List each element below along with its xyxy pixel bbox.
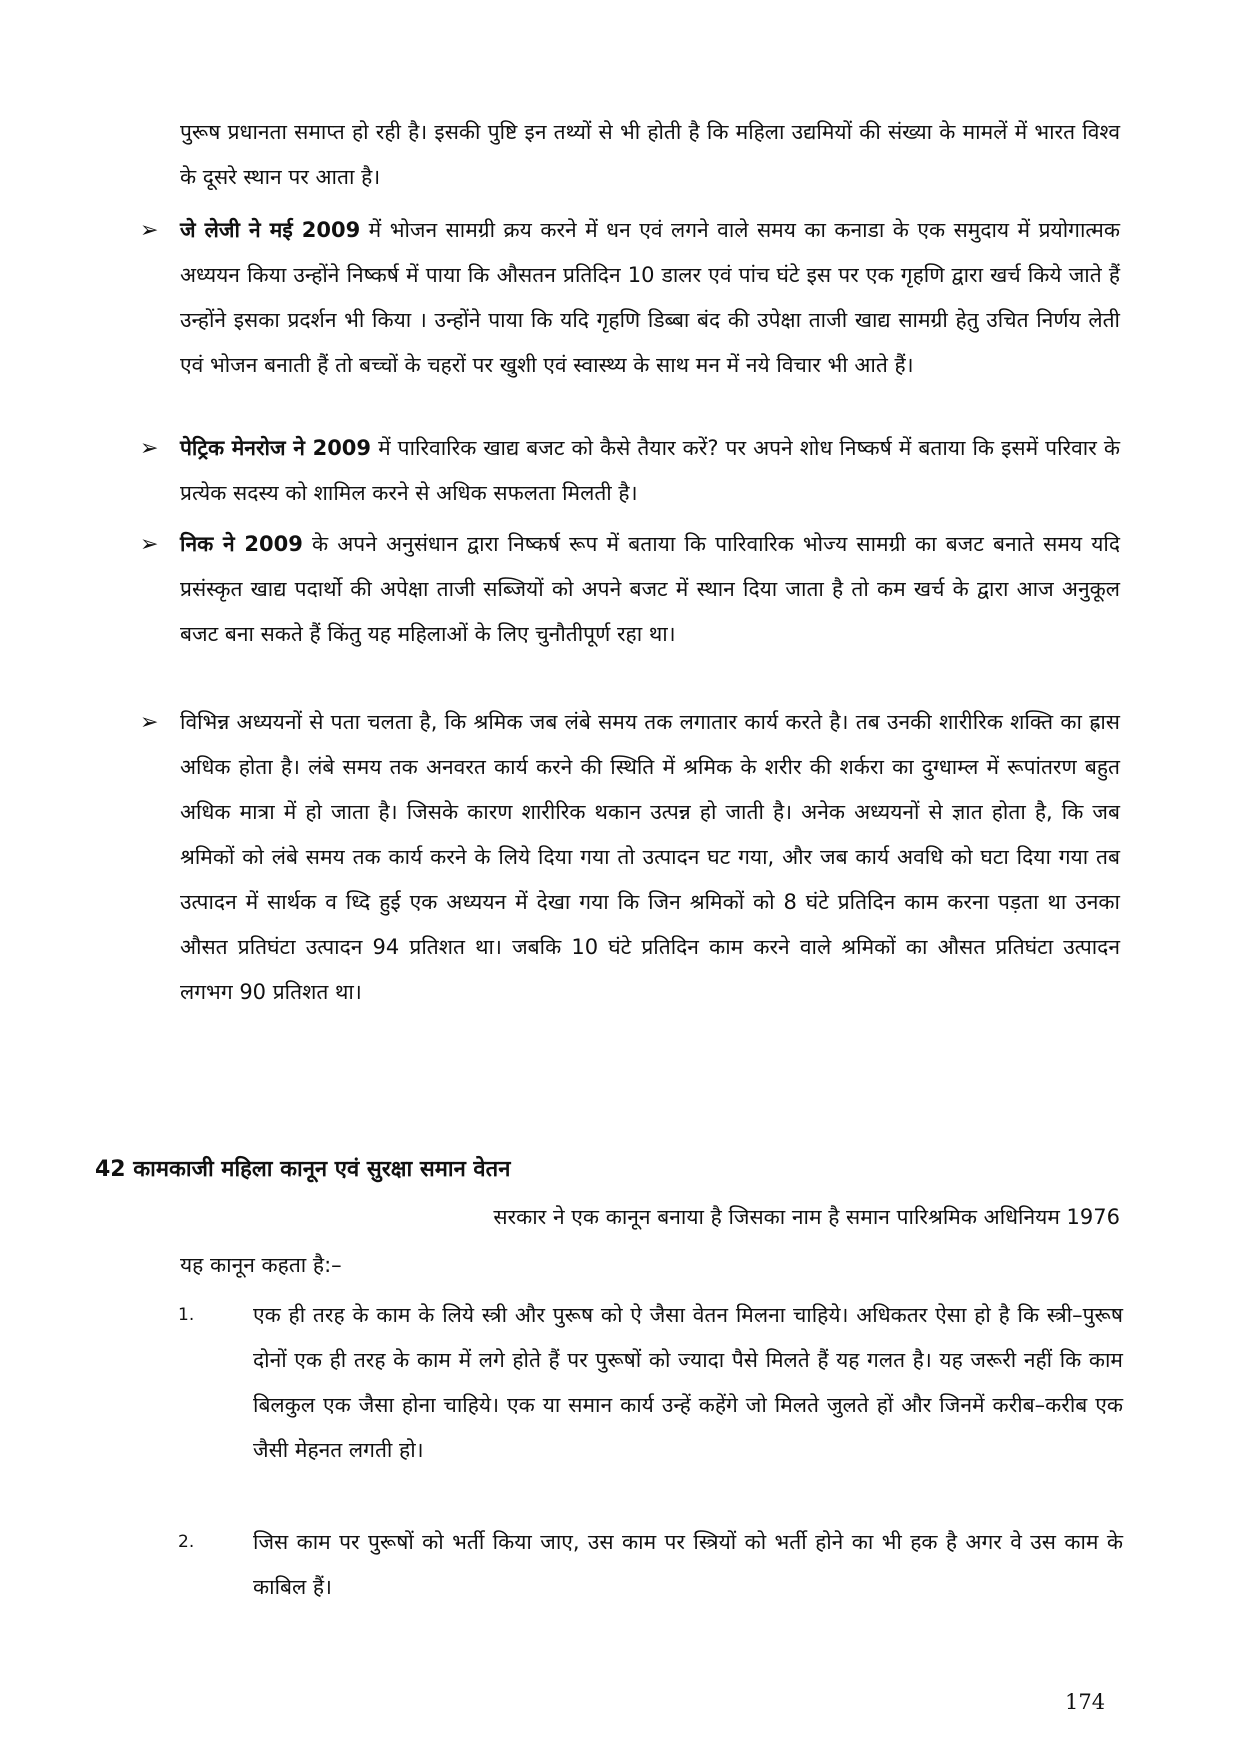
section-intro-line-1: सरकार ने एक कानून बनाया है जिसका नाम है समान पारिश्रमिक अधिनियम 1976 <box>493 1205 1120 1229</box>
bullet-body: विभिन्न अध्ययनों से पता चलता है, कि श्रमिक जब लंबे समय तक लगातार कार्य करते है। तब उनकी शारीरिक शक्ति का ह्रास अधिक होता है। लंबे समय तक अनवरत कार्य करने की स्थिति में श्रमिक के शरीर की शर्करा का दुग्धाम्ल में रूपांतरण बहुत अधिक मात्रा में हो जाता है। जिसके कारण शारीरिक थकान उत्पन्न हो जाती है। अनेक अध्ययनों से ज्ञात होता है, कि जब श्रमिकों को लंबे समय तक कार्य करने के लिये दिया गया तो उत्पादन घट गया, और जब कार्य अवधि को घटा दिया गया तब उत्पादन में सार्थक व ध्दि हुई एक अध्ययन में देखा गया कि जिन श्रमिकों को 8 घंटे प्रतिदिन काम करना पड़ता था उनका औसत प्रतिघंटा उत्पादन 94 प्रतिशत था। जबकि 10 घंटे प्रतिदिन काम करने वाले श्रमिकों का औसत प्रतिघंटा उत्पादन लगभग 90 प्रतिशत था। <box>180 710 1120 1004</box>
bullet-text <box>180 208 1120 388</box>
bullet-item-3 <box>140 522 1120 657</box>
bullet-text <box>180 700 1120 1015</box>
bullet-lead: जे लेजी ने मई 2009 <box>180 218 361 242</box>
intro-paragraph: पुरूष प्रधानता समाप्त हो रही है। इसकी पुष्टि इन तथ्यों से भी होती है कि महिला उद्यमियों की संख्या के मामलें में भारत विश्व के दूसरे स्थान पर आता है। <box>180 120 1120 189</box>
bullet-body: में पारिवारिक खाद्य बजट को कैसे तैयार करें? पर अपने शोध निष्कर्ष में बताया कि इसमें परिवार के प्रत्येक सदस्य को शामिल करने से अधिक सफलता मिलती है। <box>180 436 1120 505</box>
list-number: 2. <box>178 1532 195 1552</box>
bullet-text <box>180 522 1120 657</box>
list-item-1 <box>178 1293 1123 1473</box>
arrow-bullet-icon: ➢ <box>140 218 159 243</box>
bullet-lead: पेट्रिक मेनरोज ने 2009 <box>180 436 372 460</box>
bullet-body: के अपने अनुसंधान द्वारा निष्कर्ष रूप में बताया कि पारिवारिक भोज्य सामग्री का बजट बनाते समय यदि प्रसंस्कृत खाद्य पदार्थो की अपेक्षा ताजी सब्जियों को अपने बजट में स्थान दिया जाता है तो कम खर्च के द्वारा आज अनुकूल बजट बना सकते हैं किंतु यह महिलाओं के लिए चुनौतीपूर्ण रहा था। <box>180 532 1120 646</box>
arrow-bullet-icon: ➢ <box>140 710 159 735</box>
bullet-body: में भोजन सामग्री क्रय करने में धन एवं लगने वाले समय का कनाडा के एक समुदाय में प्रयोगात्मक अध्ययन किया उन्होंने निष्कर्ष में पाया कि औसतन प्रतिदिन 10 डालर एवं पांच घंटे इस पर एक गृहणि द्वारा खर्च किये जाते हैं उन्होंने इसका प्रदर्शन भी किया । उन्होंने पाया कि यदि गृहणि डिब्बा बंद की उपेक्षा ताजी खाद्य सामग्री हेतु उचित निर्णय लेती एवं भोजन बनाती हैं तो बच्चों के चहरों पर खुशी एवं स्वास्थ्य के साथ मन में नये विचार भी आते हैं। <box>180 218 1120 377</box>
list-number: 1. <box>178 1305 195 1325</box>
section-intro-line-2: यह कानून कहता है:– <box>180 1253 342 1277</box>
bullet-item-2 <box>140 426 1120 516</box>
section-heading: 42 कामकाजी महिला कानून एवं सुरक्षा समान वेतन <box>95 1157 511 1182</box>
arrow-bullet-icon: ➢ <box>140 532 159 557</box>
list-text: जिस काम पर पुरूषों को भर्ती किया जाए, उस काम पर स्त्रियों को भर्ती होने का भी हक है अगर वे उस काम के काबिल हैं। <box>253 1530 1123 1599</box>
bullet-text <box>180 426 1120 516</box>
list-item-2 <box>178 1520 1123 1610</box>
list-text: एक ही तरह के काम के लिये स्त्री और पुरूष को ऐ जैसा वेतन मिलना चाहिये। अधिकतर ऐसा हो है कि स्त्री–पुरूष दोनों एक ही तरह के काम में लगे होते हैं पर पुरूषों को ज्यादा पैसे मिलते हैं यह गलत है। यह जरूरी नहीं कि काम बिलकुल एक जैसा होना चाहिये। एक या समान कार्य उन्हें कहेंगे जो मिलते जुलते हों और जिनमें करीब–करीब एक जैसी मेहनत लगती हो। <box>253 1303 1123 1462</box>
arrow-bullet-icon: ➢ <box>140 436 159 461</box>
bullet-item-4 <box>140 700 1120 1015</box>
bullet-item-1 <box>140 208 1120 388</box>
page-number: 174 <box>1065 1690 1106 1714</box>
bullet-lead: निक ने 2009 <box>180 532 303 556</box>
